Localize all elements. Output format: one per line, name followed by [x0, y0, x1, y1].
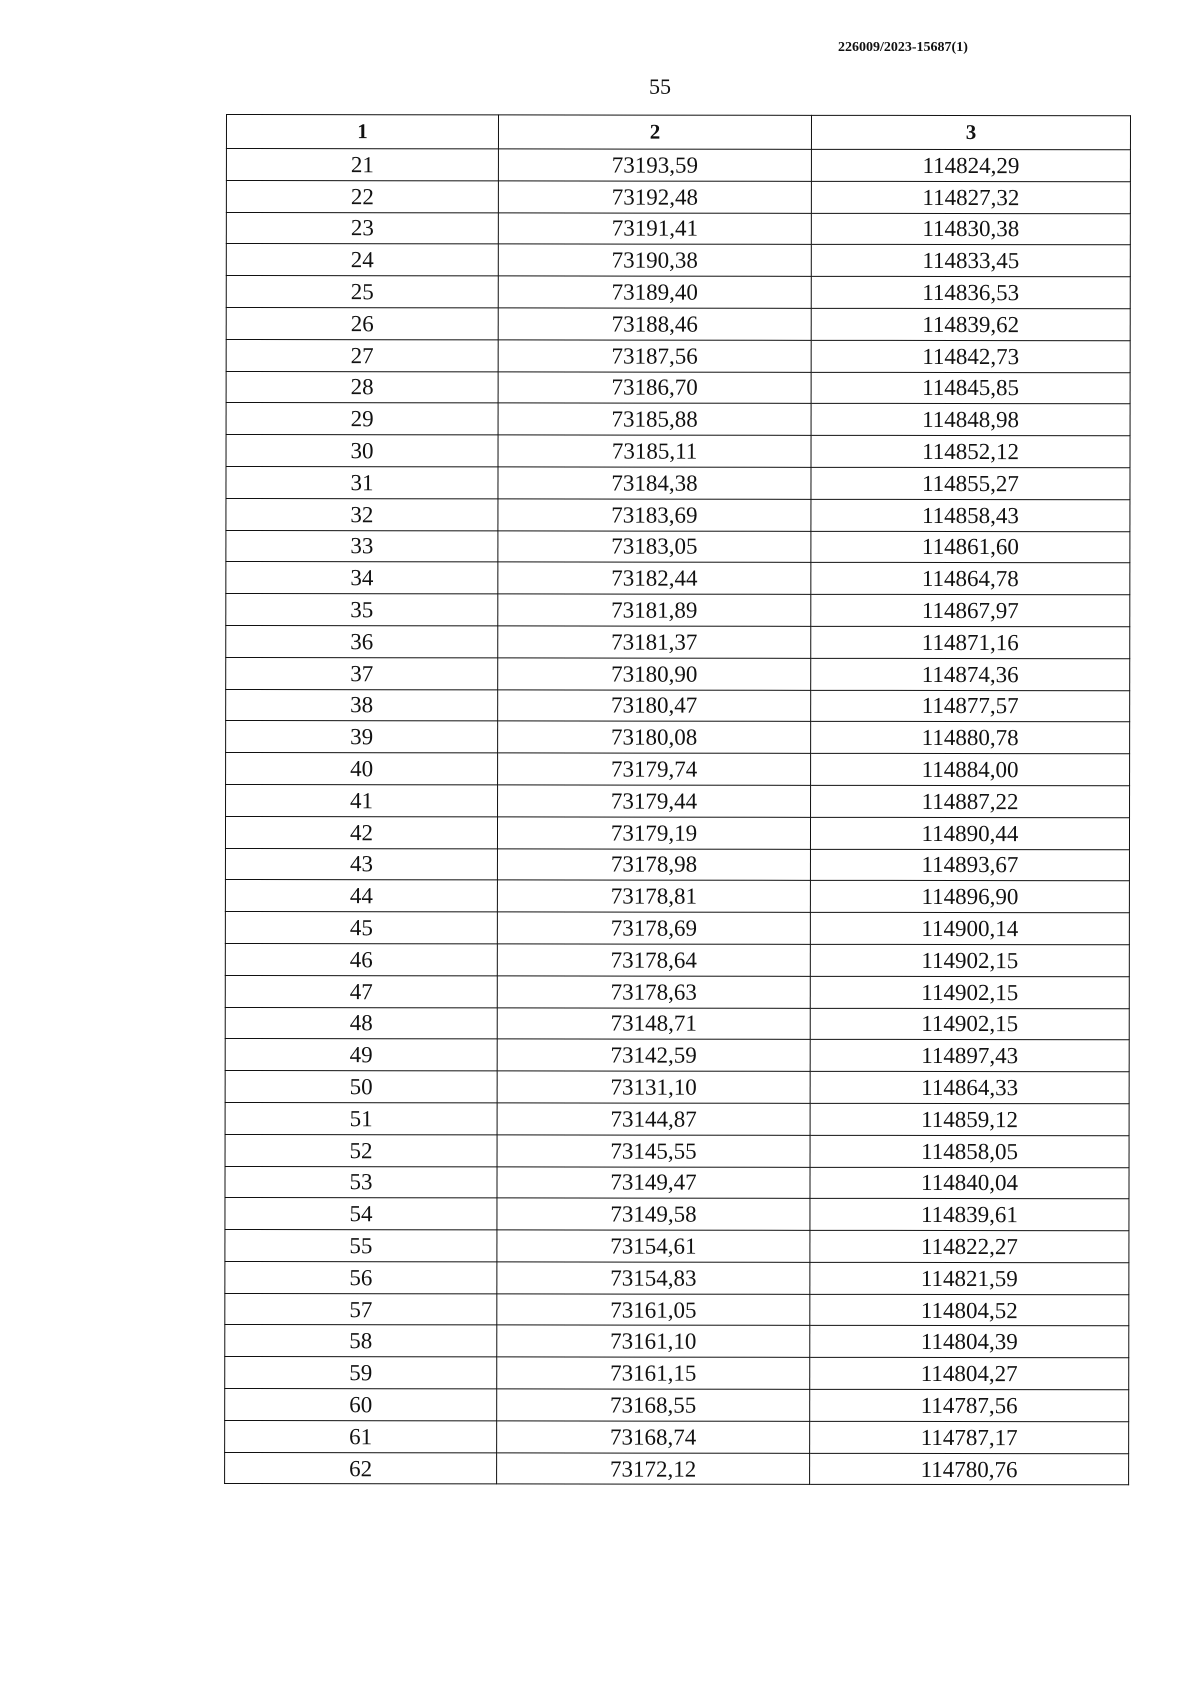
y-coordinate-cell: 114855,27	[811, 467, 1130, 499]
point-number-cell: 21	[226, 149, 498, 181]
y-coordinate-cell: 114804,52	[810, 1294, 1129, 1326]
x-coordinate-cell: 73149,58	[497, 1198, 810, 1230]
x-coordinate-cell: 73180,08	[498, 721, 811, 753]
point-number-cell: 52	[225, 1134, 497, 1166]
point-number-cell: 38	[226, 689, 498, 721]
table-row	[225, 1230, 1129, 1263]
y-coordinate-cell: 114877,57	[811, 690, 1130, 722]
point-number-cell: 53	[225, 1166, 497, 1198]
coordinates-table-container	[224, 114, 1130, 1486]
coordinates-table	[224, 114, 1131, 1486]
y-coordinate-cell: 114839,62	[811, 308, 1130, 340]
point-number-cell: 56	[225, 1261, 497, 1293]
point-number-cell: 36	[226, 625, 498, 657]
table-row	[226, 307, 1130, 340]
y-coordinate-cell: 114840,04	[810, 1167, 1129, 1199]
x-coordinate-cell: 73131,10	[497, 1071, 810, 1103]
x-coordinate-cell: 73181,89	[498, 594, 811, 626]
point-number-cell: 37	[226, 657, 498, 689]
x-coordinate-cell: 73149,47	[497, 1166, 810, 1198]
x-coordinate-cell: 73191,41	[498, 212, 811, 244]
y-coordinate-cell: 114884,00	[811, 753, 1130, 785]
table-row	[225, 943, 1129, 976]
page-number: 55	[649, 74, 671, 99]
point-number-cell: 31	[226, 466, 498, 498]
point-number-cell: 25	[226, 276, 498, 308]
column-header-3: 3	[811, 115, 1130, 149]
y-coordinate-cell: 114902,15	[810, 976, 1129, 1008]
point-number-cell: 62	[225, 1452, 497, 1484]
table-row	[225, 1071, 1129, 1104]
y-coordinate-cell: 114902,15	[810, 944, 1129, 976]
point-number-cell: 47	[225, 975, 497, 1007]
table-row	[226, 784, 1130, 817]
point-number-cell: 42	[225, 816, 497, 848]
y-coordinate-cell: 114874,36	[811, 658, 1130, 690]
table-row	[225, 1039, 1129, 1072]
y-coordinate-cell: 114836,53	[811, 277, 1130, 309]
x-coordinate-cell: 73180,90	[498, 658, 811, 690]
table-row	[225, 816, 1129, 849]
x-coordinate-cell: 73179,19	[497, 817, 810, 849]
x-coordinate-cell: 73161,05	[497, 1294, 810, 1326]
x-coordinate-cell: 73192,48	[498, 181, 811, 213]
table-row	[226, 498, 1130, 531]
x-coordinate-cell: 73148,71	[497, 1007, 810, 1039]
y-coordinate-cell: 114864,78	[811, 563, 1130, 595]
y-coordinate-cell: 114858,05	[810, 1135, 1129, 1167]
point-number-cell: 32	[226, 498, 498, 530]
table-row	[226, 371, 1130, 404]
point-number-cell: 26	[226, 307, 498, 339]
y-coordinate-cell: 114852,12	[811, 435, 1130, 467]
y-coordinate-cell: 114821,59	[810, 1262, 1129, 1294]
x-coordinate-cell: 73185,88	[498, 403, 811, 435]
table-row	[225, 1261, 1129, 1294]
x-coordinate-cell: 73145,55	[497, 1135, 810, 1167]
table-row	[225, 880, 1129, 913]
point-number-cell: 59	[225, 1357, 497, 1389]
table-row	[225, 1389, 1129, 1422]
point-number-cell: 43	[225, 848, 497, 880]
point-number-cell: 51	[225, 1102, 497, 1134]
y-coordinate-cell: 114902,15	[810, 1008, 1129, 1040]
table-row	[225, 1134, 1129, 1167]
document-reference-number: 226009/2023-15687(1)	[838, 40, 968, 55]
table-row	[226, 149, 1130, 182]
table-row	[226, 180, 1130, 213]
point-number-cell: 40	[226, 753, 498, 785]
table-row	[225, 1420, 1129, 1453]
table-header-row	[226, 115, 1130, 150]
table-row	[226, 594, 1130, 627]
x-coordinate-cell: 73142,59	[497, 1039, 810, 1071]
point-number-cell: 33	[226, 530, 498, 562]
table-row	[226, 689, 1130, 722]
table-row	[225, 912, 1129, 945]
table-row	[226, 721, 1130, 754]
x-coordinate-cell: 73178,63	[497, 976, 810, 1008]
x-coordinate-cell: 73181,37	[498, 626, 811, 658]
y-coordinate-cell: 114804,27	[810, 1358, 1129, 1390]
table-row	[226, 244, 1130, 277]
point-number-cell: 55	[225, 1230, 497, 1262]
table-row	[226, 625, 1130, 658]
y-coordinate-cell: 114896,90	[810, 881, 1129, 913]
x-coordinate-cell: 73189,40	[498, 276, 811, 308]
point-number-cell: 44	[225, 880, 497, 912]
point-number-cell: 39	[226, 721, 498, 753]
table-row	[225, 848, 1129, 881]
table-row	[226, 276, 1130, 309]
x-coordinate-cell: 73178,81	[497, 880, 810, 912]
table-row	[226, 753, 1130, 786]
table-row	[225, 1198, 1129, 1231]
table-row	[226, 403, 1130, 436]
x-coordinate-cell: 73161,10	[497, 1325, 810, 1357]
table-row	[226, 657, 1130, 690]
column-header-1: 1	[226, 115, 498, 149]
table-row	[226, 435, 1130, 468]
table-row	[225, 1166, 1129, 1199]
y-coordinate-cell: 114780,76	[810, 1453, 1129, 1485]
point-number-cell: 41	[226, 784, 498, 816]
x-coordinate-cell: 73190,38	[498, 244, 811, 276]
y-coordinate-cell: 114890,44	[810, 817, 1129, 849]
x-coordinate-cell: 73144,87	[497, 1103, 810, 1135]
y-coordinate-cell: 114822,27	[810, 1230, 1129, 1262]
x-coordinate-cell: 73178,69	[497, 912, 810, 944]
table-row	[226, 466, 1130, 499]
point-number-cell: 58	[225, 1325, 497, 1357]
y-coordinate-cell: 114893,67	[810, 849, 1129, 881]
table-row	[225, 975, 1129, 1008]
y-coordinate-cell: 114804,39	[810, 1326, 1129, 1358]
x-coordinate-cell: 73182,44	[498, 562, 811, 594]
x-coordinate-cell: 73185,11	[498, 435, 811, 467]
y-coordinate-cell: 114861,60	[811, 531, 1130, 563]
x-coordinate-cell: 73154,61	[497, 1230, 810, 1262]
x-coordinate-cell: 73180,47	[498, 689, 811, 721]
y-coordinate-cell: 114787,17	[810, 1421, 1129, 1453]
y-coordinate-cell: 114867,97	[811, 594, 1130, 626]
y-coordinate-cell: 114871,16	[811, 626, 1130, 658]
table-row	[225, 1007, 1129, 1040]
table-row	[225, 1357, 1129, 1390]
point-number-cell: 49	[225, 1039, 497, 1071]
x-coordinate-cell: 73188,46	[498, 308, 811, 340]
y-coordinate-cell: 114858,43	[811, 499, 1130, 531]
x-coordinate-cell: 73184,38	[498, 467, 811, 499]
point-number-cell: 35	[226, 594, 498, 626]
x-coordinate-cell: 73179,44	[498, 785, 811, 817]
x-coordinate-cell: 73172,12	[497, 1453, 810, 1485]
point-number-cell: 34	[226, 562, 498, 594]
point-number-cell: 22	[226, 180, 498, 212]
table-row	[225, 1293, 1129, 1326]
y-coordinate-cell: 114833,45	[811, 245, 1130, 277]
point-number-cell: 28	[226, 371, 498, 403]
point-number-cell: 30	[226, 435, 498, 467]
x-coordinate-cell: 73179,74	[498, 753, 811, 785]
table-row	[226, 339, 1130, 372]
y-coordinate-cell: 114787,56	[810, 1389, 1129, 1421]
x-coordinate-cell: 73186,70	[498, 371, 811, 403]
column-header-2: 2	[498, 115, 811, 149]
x-coordinate-cell: 73161,15	[497, 1357, 810, 1389]
y-coordinate-cell: 114900,14	[810, 912, 1129, 944]
x-coordinate-cell: 73168,74	[497, 1421, 810, 1453]
point-number-cell: 57	[225, 1293, 497, 1325]
point-number-cell: 23	[226, 212, 498, 244]
y-coordinate-cell: 114824,29	[811, 149, 1130, 181]
y-coordinate-cell: 114864,33	[810, 1071, 1129, 1103]
point-number-cell: 50	[225, 1071, 497, 1103]
x-coordinate-cell: 73183,69	[498, 499, 811, 531]
table-row	[226, 562, 1130, 595]
x-coordinate-cell: 73178,98	[497, 848, 810, 880]
y-coordinate-cell: 114827,32	[811, 181, 1130, 213]
y-coordinate-cell: 114842,73	[811, 340, 1130, 372]
table-body	[225, 149, 1131, 1486]
point-number-cell: 54	[225, 1198, 497, 1230]
table-row	[226, 530, 1130, 563]
y-coordinate-cell: 114830,38	[811, 213, 1130, 245]
point-number-cell: 46	[225, 943, 497, 975]
x-coordinate-cell: 73168,55	[497, 1389, 810, 1421]
table-row	[226, 212, 1130, 245]
point-number-cell: 29	[226, 403, 498, 435]
y-coordinate-cell: 114859,12	[810, 1103, 1129, 1135]
table-row	[225, 1325, 1129, 1358]
x-coordinate-cell: 73183,05	[498, 530, 811, 562]
point-number-cell: 27	[226, 339, 498, 371]
y-coordinate-cell: 114880,78	[811, 722, 1130, 754]
y-coordinate-cell: 114897,43	[810, 1040, 1129, 1072]
point-number-cell: 61	[225, 1420, 497, 1452]
x-coordinate-cell: 73187,56	[498, 340, 811, 372]
y-coordinate-cell: 114887,22	[811, 785, 1130, 817]
x-coordinate-cell: 73178,64	[497, 944, 810, 976]
y-coordinate-cell: 114848,98	[811, 404, 1130, 436]
table-row	[225, 1102, 1129, 1135]
table-row	[225, 1452, 1129, 1485]
y-coordinate-cell: 114845,85	[811, 372, 1130, 404]
point-number-cell: 45	[225, 912, 497, 944]
point-number-cell: 60	[225, 1389, 497, 1421]
x-coordinate-cell: 73154,83	[497, 1262, 810, 1294]
x-coordinate-cell: 73193,59	[498, 149, 811, 181]
point-number-cell: 24	[226, 244, 498, 276]
y-coordinate-cell: 114839,61	[810, 1199, 1129, 1231]
point-number-cell: 48	[225, 1007, 497, 1039]
